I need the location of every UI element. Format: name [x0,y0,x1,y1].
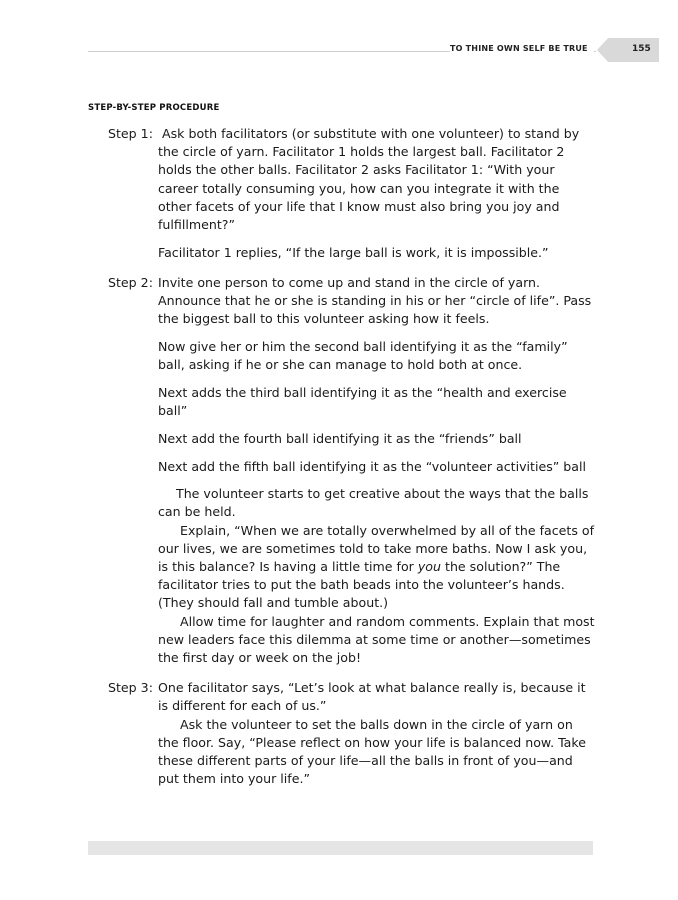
paragraph: The volunteer starts to get creative about the ways that the balls can be held. [158,486,589,520]
footer-bar [88,841,593,855]
paragraph: One facilitator says, “Let’s look at what balance really is, because it is different for each of us.” [158,680,586,714]
paragraph: Ask the volunteer to set the balls down in the circle of yarn on the floor. Say, “Please reflect on how your life is balanced now. Take these different parts of your life—all the balls in front of you—and put them into your life.” [158,716,586,787]
emphasis: you [417,559,441,575]
running-header [0,38,678,64]
page-number: 155 [632,44,651,54]
step-1 [108,125,596,262]
step-label: Step 3: [108,680,153,696]
section-heading: STEP-BY-STEP PROCEDURE [88,103,220,113]
paragraph: Invite one person to come up and stand in the circle of yarn. Announce that he or she is standing in his or her “circle of life”. Pass the biggest ball to this volunteer asking how it feels. [158,274,592,327]
paragraph: Now give her or him the second ball identifying it as the “family” ball, asking if he or she can manage to hold both at once. [158,339,568,373]
step-2 [108,274,596,667]
paragraph: Next adds the third ball identifying it as the “health and exercise ball” [158,384,567,419]
explain-text: the solution?” The facilitator tries to put the bath beads into the volunteer’s hands. (They should fall and tumble about.) [158,559,565,611]
paragraph: Ask both facilitators (or substitute with one volunteer) to stand by the circle of yarn. Facilitator 1 holds the largest ball. Facilitator 2 holds the other balls. Facilitator 2 asks Facilitator 1: “With your career totally consuming you, how can you integrate it with the other facets of your life that I know must also bring you joy and fulfillment?” [158,126,580,233]
step-3 [108,679,596,788]
paragraph: Next add the fourth ball identifying it as the “friends” ball [158,430,522,446]
step-label: Step 2: [108,274,153,290]
procedure-body [108,125,596,798]
step-label: Step 1: [108,126,153,141]
paragraph: Next add the fifth ball identifying it as the “volunteer activities” ball [158,458,587,474]
explain-paragraph [158,522,596,613]
running-title: TO THINE OWN SELF BE TRUE [450,44,594,53]
explain-text: Explain, “When we are totally overwhelmed by all of the facets of our lives, we are sometimes told to take more baths. Now I ask you, is this balance? Is having a little time for [158,522,595,575]
paragraph: Facilitator 1 replies, “If the large ball is work, it is impossible.” [158,244,549,260]
paragraph: Allow time for laughter and random comments. Explain that most new leaders face this dilemma at some time or another—sometimes the first day or week on the job! [158,613,595,666]
